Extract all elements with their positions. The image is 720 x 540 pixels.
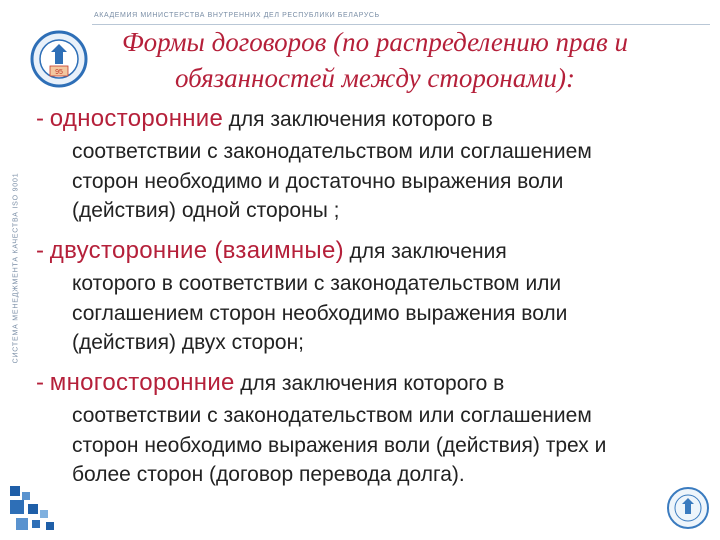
body-line: (действия) двух сторон;	[72, 331, 304, 354]
title-line-1: Формы договоров (по распределению прав и	[121, 27, 629, 57]
dash: -	[36, 237, 45, 264]
academy-seal-icon	[666, 486, 710, 530]
term-bilateral: двусторонние (взаимные)	[49, 237, 344, 264]
academy-header: АКАДЕМИЯ МИНИСТЕРСТВА ВНУТРЕННИХ ДЕЛ РЕСПУБЛИКИ БЕЛАРУСЬ	[94, 12, 380, 19]
body-line: которого в соответствии с законодательством или	[72, 272, 562, 295]
body-line: сторон необходимо и достаточно выражения воли	[72, 169, 564, 193]
list-item-bilateral	[36, 236, 696, 358]
title-line-2: обязанностей между сторонами):	[175, 63, 575, 93]
page-title	[60, 24, 690, 96]
dash: -	[36, 369, 45, 396]
list-item-multilateral	[36, 368, 696, 490]
item-lead-text: для заключения которого в	[240, 372, 505, 395]
term-unilateral: односторонние	[49, 105, 224, 132]
body-line: сторон необходимо выражения воли (действия) трех и	[72, 433, 607, 457]
item-head	[36, 236, 696, 267]
body-line: соответствии с законодательством или соглашением	[72, 404, 592, 427]
logo-number: 95	[55, 69, 63, 76]
list-item-unilateral	[36, 104, 696, 226]
quality-system-vertical-text: СИСТЕМА МЕНЕДЖМЕНТА КАЧЕСТВА ISO 9001	[12, 172, 20, 364]
item-lead-text: для заключения которого в	[228, 108, 493, 131]
body-line: соответствии с законодательством или соглашением	[72, 140, 592, 163]
item-head	[36, 104, 696, 135]
item-body	[72, 137, 696, 226]
body-line: соглашением сторон необходимо выражения воли	[72, 301, 568, 325]
item-body	[72, 401, 696, 490]
dash: -	[36, 105, 45, 132]
item-lead-text: для заключения	[349, 240, 507, 263]
term-multilateral: многосторонние	[49, 369, 235, 396]
blue-squares-decoration	[10, 486, 56, 532]
item-body	[72, 269, 696, 358]
item-head	[36, 368, 696, 399]
body-line: более сторон (договор перевода долга).	[72, 463, 465, 486]
body-line: (действия) одной стороны ;	[72, 199, 340, 222]
